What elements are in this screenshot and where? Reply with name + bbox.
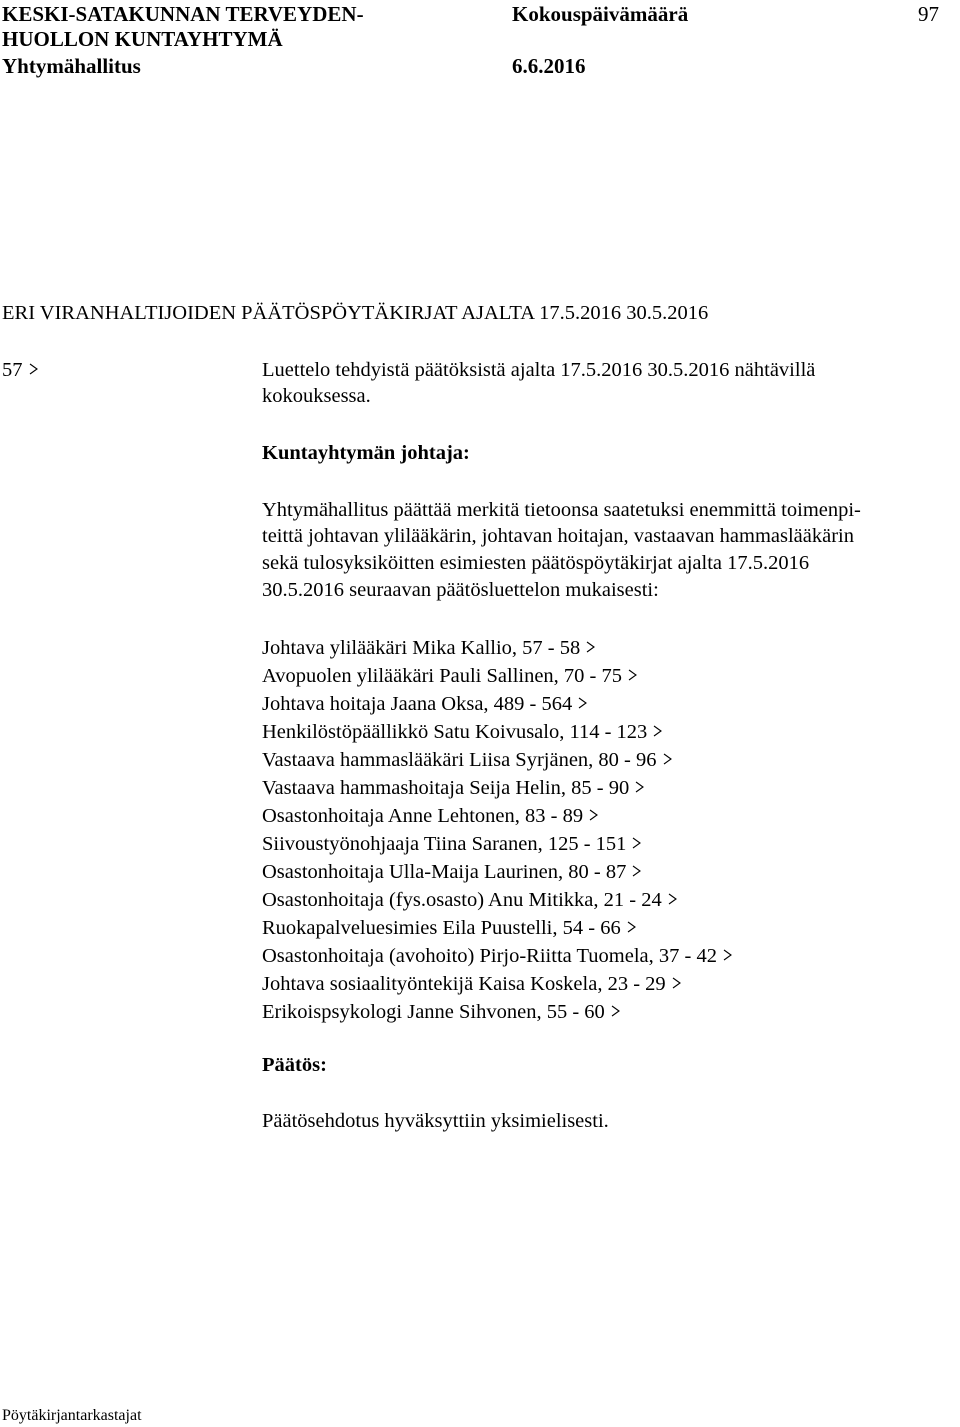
- section-sign-icon: [29, 362, 38, 378]
- section-sign-icon: [627, 920, 636, 936]
- section-sign-icon: [628, 668, 637, 684]
- section-sign-icon: [653, 724, 662, 740]
- meeting-date: 6.6.2016: [512, 54, 586, 78]
- decision-list: [262, 634, 732, 1026]
- list-item: Erikoispsykologi Janne Sihvonen, 55 - 60: [262, 998, 732, 1026]
- section-sign-icon: [578, 696, 587, 712]
- section-sign-icon: [632, 864, 641, 880]
- section-sign-icon: [668, 892, 677, 908]
- org-name-line2: HUOLLON KUNTAYHTYMÄ: [2, 27, 283, 51]
- footer-label: Pöytäkirjantarkastajat: [2, 1407, 142, 1424]
- list-item: Avopuolen ylilääkäri Pauli Sallinen, 70 - 75: [262, 662, 732, 690]
- list-item: Henkilöstöpäällikkö Satu Koivusalo, 114 - 123: [262, 718, 732, 746]
- page-number: 97: [918, 2, 939, 26]
- proposal-line: teittä johtavan ylilääkärin, johtavan hoitajan, vastaavan hammaslääkärin: [262, 525, 854, 547]
- list-item: Osastonhoitaja (fys.osasto) Anu Mitikka, 21 - 24: [262, 886, 732, 914]
- proposal-line: Yhtymähallitus päättää merkitä tietoonsa saatetuksi enemmittä toimenpi-: [262, 499, 861, 521]
- list-item: Osastonhoitaja (avohoito) Pirjo-Riitta Tuomela, 37 - 42: [262, 942, 732, 970]
- section-sign-icon: [611, 1004, 620, 1020]
- section-sign-icon: [635, 780, 644, 796]
- list-item: Johtava hoitaja Jaana Oksa, 489 - 564: [262, 690, 732, 718]
- list-item: Osastonhoitaja Ulla-Maija Laurinen, 80 - 87: [262, 858, 732, 886]
- item-title-line1: Luettelo tehdyistä päätöksistä ajalta 17.5.2016 30.5.2016 nähtävillä: [262, 359, 816, 381]
- proposal-heading: Kuntayhtymän johtaja:: [262, 442, 470, 464]
- proposal-line: 30.5.2016 seuraavan päätösluettelon mukaisesti:: [262, 579, 659, 601]
- body-name: Yhtymähallitus: [2, 54, 141, 78]
- list-item: Johtava ylilääkäri Mika Kallio, 57 - 58: [262, 634, 732, 662]
- item-number-row: [2, 357, 38, 383]
- list-item: Johtava sosiaalityöntekijä Kaisa Koskela, 23 - 29: [262, 970, 732, 998]
- section-title: ERI VIRANHALTIJOIDEN PÄÄTÖSPÖYTÄKIRJAT AJALTA 17.5.2016 30.5.2016: [2, 302, 709, 324]
- proposal-line: sekä tulosyksiköitten esimiesten päätöspöytäkirjat ajalta 17.5.2016: [262, 552, 810, 574]
- section-sign-icon: [672, 976, 681, 992]
- list-item: Siivoustyönohjaaja Tiina Saranen, 125 - 151: [262, 830, 732, 858]
- list-item: Osastonhoitaja Anne Lehtonen, 83 - 89: [262, 802, 732, 830]
- list-item: Ruokapalveluesimies Eila Puustelli, 54 - 66: [262, 914, 732, 942]
- list-item: Vastaava hammaslääkäri Liisa Syrjänen, 80 - 96: [262, 746, 732, 774]
- section-sign-icon: [586, 640, 595, 656]
- item-number: 57: [2, 359, 23, 381]
- decision-heading: Päätös:: [262, 1054, 327, 1076]
- doc-type-label: Kokouspäivämäärä: [512, 2, 689, 26]
- list-item: Vastaava hammashoitaja Seija Helin, 85 - 90: [262, 774, 732, 802]
- item-title-line2: kokouksessa.: [262, 385, 371, 407]
- section-sign-icon: [589, 808, 598, 824]
- section-sign-icon: [632, 836, 641, 852]
- decision-text: Päätösehdotus hyväksyttiin yksimielisesti.: [262, 1110, 609, 1132]
- section-sign-icon: [663, 752, 672, 768]
- section-sign-icon: [723, 948, 732, 964]
- org-name-line1: KESKI-SATAKUNNAN TERVEYDEN-: [2, 2, 364, 26]
